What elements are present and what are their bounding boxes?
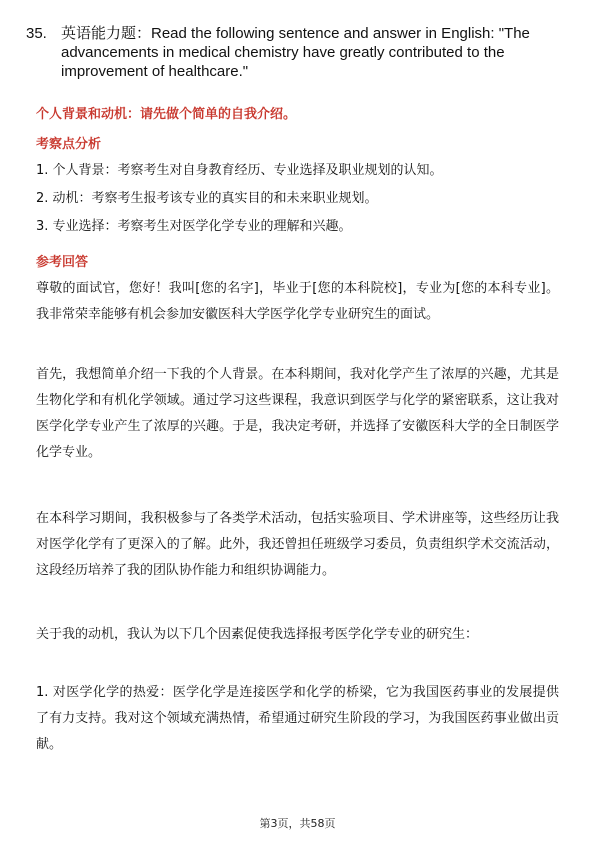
answer-heading: 参考回答 <box>36 255 89 270</box>
analysis-item: 1. 个人背景：考察考生对自身教育经历、专业选择及职业规划的认知。 <box>36 163 443 178</box>
answer-paragraph: 1. 对医学化学的热爱：医学化学是连接医学和化学的桥梁，它为我国医药事业的发展提供了有力支持。我对这个领域充满热情，希望通过研究生阶段的学习，为我国医药事业做出贡献。 <box>36 685 559 752</box>
answer-paragraph: 在本科学习期间，我积极参与了各类学术活动，包括实验项目、学术讲座等，这些经历让我对医学化学有了更深入的了解。此外，我还曾担任班级学习委员，负责组织学术交流活动，这段经历培养了我的团队协作能力和组织协调能力。 <box>36 511 559 578</box>
answer-paragraph: 尊敬的面试官，您好！我叫[您的名字]，毕业于[您的本科院校]，专业为[您的本科专业]。我非常荣幸能够有机会参加安徽医科大学医学化学专业研究生的面试。 <box>36 281 559 322</box>
analysis-item: 3. 专业选择：考察考生对医学化学专业的理解和兴趣。 <box>36 219 352 234</box>
question-text: 英语能力题：Read the following sentence and answer in English: "The advancements in medical chemistry have greatly contributed to the improvement of healthcare." <box>61 25 530 80</box>
page-footer: 第3页，共58页 <box>259 817 336 830</box>
answer-paragraph: 首先，我想简单介绍一下我的个人背景。在本科期间，我对化学产生了浓厚的兴趣，尤其是生物化学和有机化学领域。通过学习这些课程，我意识到医学与化学的紧密联系，这让我对医学化学专业产生了浓厚的兴趣。于是，我决定考研，并选择了安徽医科大学的全日制医学化学专业。 <box>36 367 559 460</box>
answer-paragraph: 关于我的动机，我认为以下几个因素促使我选择报考医学化学专业的研究生： <box>36 627 479 642</box>
analysis-heading: 考察点分析 <box>36 137 102 152</box>
analysis-item: 2. 动机：考察考生报考该专业的真实目的和未来职业规划。 <box>36 191 378 206</box>
question-number: 35. <box>26 25 47 42</box>
prompt-heading: 个人背景和动机：请先做个简单的自我介绍。 <box>36 107 297 122</box>
